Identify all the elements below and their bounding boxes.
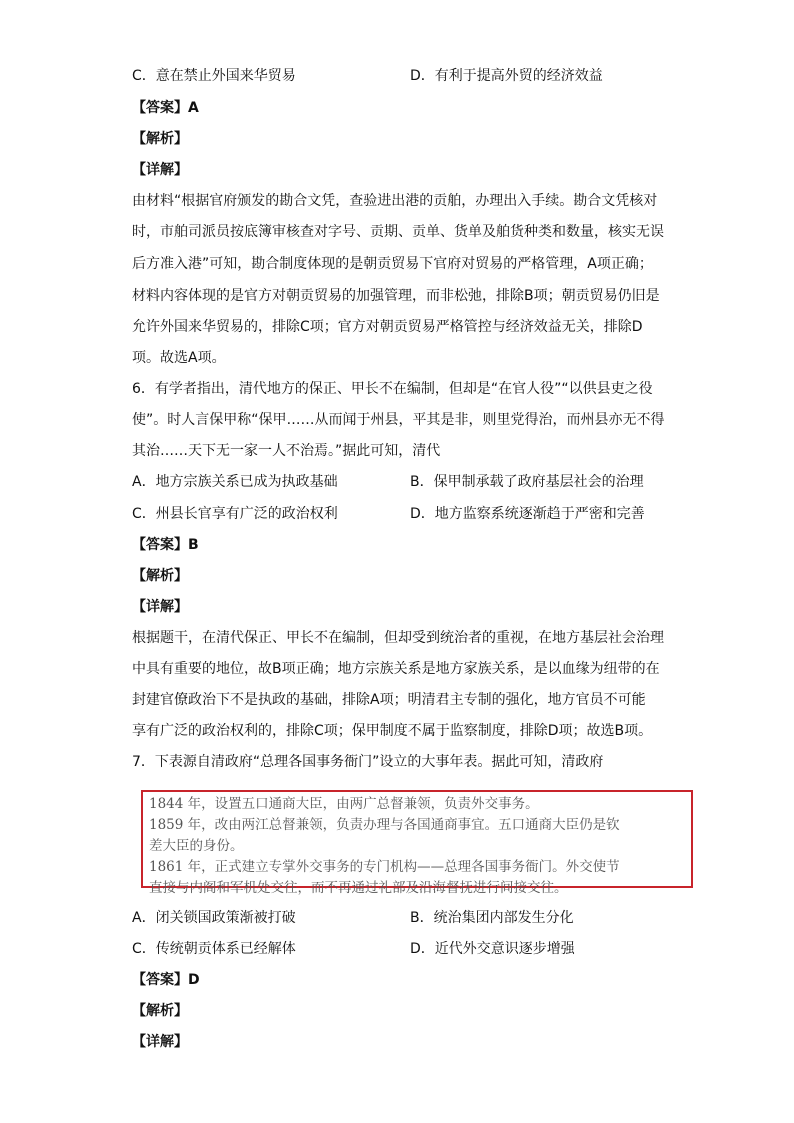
table-row: 直接与内阁和军机处交往，而不再通过礼部及沿海督抚进行间接交往。 [149, 880, 568, 896]
q7-analysis-label: 【解析】 [132, 1003, 188, 1019]
table-row: 1861 年，正式建立专掌外交事务的专门机构——总理各国事务衙门。外交使节 [149, 859, 620, 875]
q6-detail-label: 【详解】 [132, 599, 188, 615]
q7-answer: 【答案】D [132, 972, 200, 988]
q5-explain-line: 由材料“根据官府颁发的勘合文凭，查验进出港的贡舶，办理出入手续。勘合文凭核对 [132, 193, 658, 209]
q7-option-c: C．传统朝贡体系已经解体 [132, 941, 296, 957]
q6-stem-line: 6．有学者指出，清代地方的保正、甲长不在编制，但却是“在官人役”“以供县吏之役 [132, 381, 653, 397]
q5-explain-line: 项。故选A项。 [132, 350, 226, 366]
q5-explain-line: 后方准入港”可知，勘合制度体现的是朝贡贸易下官府对贸易的严格管理，A项正确； [132, 256, 653, 272]
q6-option-c: C．州县长官享有广泛的政治权利 [132, 506, 338, 522]
q6-stem-line: 使”。时人言保甲称“保甲……从而闻于州县，平其是非，则里党得治，而州县亦无不得 [132, 412, 665, 428]
q5-analysis-label: 【解析】 [132, 131, 188, 147]
q7-option-d: D．近代外交意识逐步增强 [410, 941, 575, 957]
q6-explain-line: 中具有重要的地位，故B项正确；地方宗族关系是地方家族关系，是以血缘为纽带的在 [132, 661, 660, 677]
q5-explain-line: 允许外国来华贸易的，排除C项；官方对朝贡贸易严格管控与经济效益无关，排除D [132, 319, 643, 335]
q5-explain-line: 材料内容体现的是官方对朝贡贸易的加强管理，而非松弛，排除B项；朝贡贸易仍旧是 [132, 288, 660, 304]
q5-explain-line: 时，市舶司派员按底簿审核查对字号、贡期、贡单、货单及舶货种类和数量，核实无误 [132, 224, 664, 240]
q5-answer: 【答案】A [132, 100, 199, 116]
q5-detail-label: 【详解】 [132, 162, 188, 178]
q7-detail-label: 【详解】 [132, 1034, 188, 1050]
q5-option-c: C．意在禁止外国来华贸易 [132, 68, 296, 84]
q7-option-a: A．闭关锁国政策渐被打破 [132, 910, 296, 926]
q6-explain-line: 根据题干，在清代保正、甲长不在编制，但却受到统治者的重视，在地方基层社会治理 [132, 630, 664, 646]
q6-stem-line: 其治……天下无一家一人不治焉。”据此可知，清代 [132, 443, 441, 459]
table-row: 差大臣的身份。 [149, 838, 244, 854]
q6-analysis-label: 【解析】 [132, 568, 188, 584]
q6-option-a: A．地方宗族关系已成为执政基础 [132, 474, 338, 490]
q6-explain-line: 享有广泛的政治权利的，排除C项；保甲制度不属于监察制度，排除D项；故选B项。 [132, 723, 653, 739]
q6-answer: 【答案】B [132, 537, 199, 553]
q5-option-d: D．有利于提高外贸的经济效益 [410, 68, 603, 84]
q7-option-b: B．统治集团内部发生分化 [410, 910, 574, 926]
q7-chronology-table [141, 790, 693, 896]
table-row: 1859 年，改由两江总督兼领，负责办理与各国通商事宜。五口通商大臣仍是钦 [149, 817, 620, 833]
table-row: 1844 年，设置五口通商大臣，由两广总督兼领，负责外交事务。 [149, 796, 539, 812]
q6-option-b: B．保甲制承载了政府基层社会的治理 [410, 474, 644, 490]
q7-stem: 7．下表源自清政府“总理各国事务衙门”设立的大事年表。据此可知，清政府 [132, 754, 604, 770]
q6-explain-line: 封建官僚政治下不是执政的基础，排除A项；明清君主专制的强化，地方官员不可能 [132, 692, 646, 708]
q6-option-d: D．地方监察系统逐渐趋于严密和完善 [410, 506, 645, 522]
